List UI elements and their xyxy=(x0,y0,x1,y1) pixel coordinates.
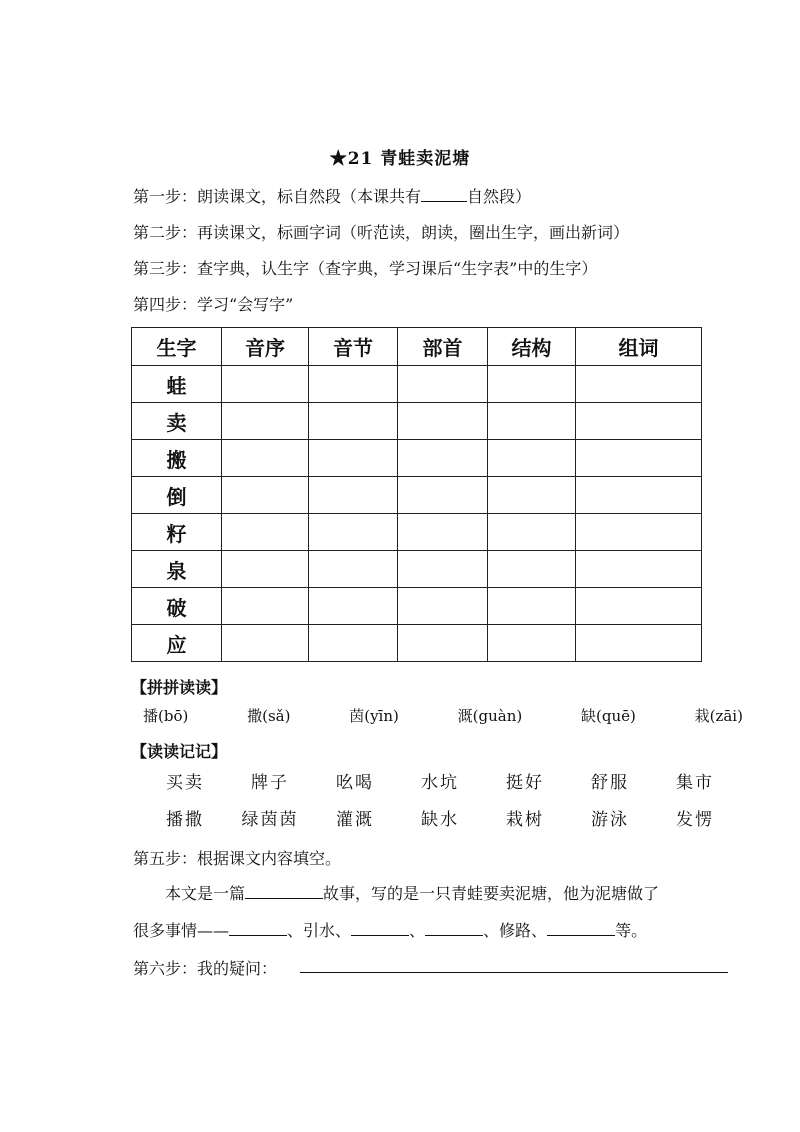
step-1-text: 第一步：朗读课文，标自然段（本课共有 xyxy=(133,187,422,206)
header-char: 生字 xyxy=(132,328,222,366)
character-table xyxy=(131,327,702,662)
table-row xyxy=(132,366,702,403)
table-row xyxy=(132,403,702,440)
words-cell[interactable] xyxy=(576,551,702,588)
paragraph-count-blank[interactable] xyxy=(421,187,467,202)
words-cell[interactable] xyxy=(576,477,702,514)
header-words: 组词 xyxy=(576,328,702,366)
fill-text: 、 xyxy=(409,921,426,940)
row-char: 倒 xyxy=(132,477,222,514)
pinpin-heading: 【拼拼读读】 xyxy=(131,678,228,697)
word-item: 吆喝 xyxy=(336,773,374,793)
fill-text: 、引水、 xyxy=(287,921,352,940)
word-item: 缺水 xyxy=(421,810,459,830)
question-answer-line[interactable] xyxy=(300,972,728,973)
row-char: 泉 xyxy=(132,551,222,588)
syllable-cell[interactable] xyxy=(309,403,398,440)
structure-cell[interactable] xyxy=(488,514,576,551)
pinyin-item: 播(bō) xyxy=(143,707,189,725)
syllable-cell[interactable] xyxy=(309,514,398,551)
word-item: 绿茵茵 xyxy=(241,810,299,830)
word-item: 栽树 xyxy=(506,810,544,830)
table-row xyxy=(132,477,702,514)
word-item: 舒服 xyxy=(591,773,629,793)
word-item: 游泳 xyxy=(591,810,629,830)
row-char: 卖 xyxy=(132,403,222,440)
word-item: 集市 xyxy=(676,773,714,793)
word-item: 播撒 xyxy=(166,810,204,830)
header-radical: 部首 xyxy=(398,328,488,366)
step-4: 第四步：学习“会写字” xyxy=(133,295,294,314)
words-cell[interactable] xyxy=(576,514,702,551)
word-item: 水坑 xyxy=(421,773,459,793)
syllable-cell[interactable] xyxy=(309,477,398,514)
radical-cell[interactable] xyxy=(398,514,488,551)
radical-cell[interactable] xyxy=(398,403,488,440)
header-syllable: 音节 xyxy=(309,328,398,366)
dudu-heading: 【读读记记】 xyxy=(131,742,228,761)
radical-cell[interactable] xyxy=(398,625,488,662)
radical-cell[interactable] xyxy=(398,440,488,477)
story-type-blank[interactable] xyxy=(245,883,323,899)
syllable-cell[interactable] xyxy=(309,366,398,403)
fill-text: 很多事情—— xyxy=(133,921,230,940)
pinyin-list xyxy=(143,705,743,726)
initial-cell[interactable] xyxy=(222,403,309,440)
structure-cell[interactable] xyxy=(488,477,576,514)
step-6: 第六步：我的疑问： xyxy=(133,959,278,978)
pinyin-item: 栽(zāi) xyxy=(694,707,743,725)
header-initial: 音序 xyxy=(222,328,309,366)
initial-cell[interactable] xyxy=(222,588,309,625)
task-blank-4[interactable] xyxy=(547,920,615,936)
structure-cell[interactable] xyxy=(488,551,576,588)
table-row xyxy=(132,440,702,477)
initial-cell[interactable] xyxy=(222,440,309,477)
page-title: ★21 青蛙卖泥塘 xyxy=(329,149,471,169)
step-1-suffix: 自然段） xyxy=(467,187,532,206)
words-cell[interactable] xyxy=(576,588,702,625)
table-header-row xyxy=(132,328,702,366)
structure-cell[interactable] xyxy=(488,588,576,625)
table-row xyxy=(132,625,702,662)
row-char: 搬 xyxy=(132,440,222,477)
fill-text: 本文是一篇 xyxy=(165,884,246,903)
word-row-2 xyxy=(150,805,730,830)
initial-cell[interactable] xyxy=(222,366,309,403)
radical-cell[interactable] xyxy=(398,551,488,588)
words-cell[interactable] xyxy=(576,403,702,440)
word-item: 发愣 xyxy=(676,810,714,830)
table-row xyxy=(132,551,702,588)
syllable-cell[interactable] xyxy=(309,551,398,588)
fill-text: 等。 xyxy=(615,921,648,940)
structure-cell[interactable] xyxy=(488,440,576,477)
word-item: 挺好 xyxy=(506,773,544,793)
step-5: 第五步：根据课文内容填空。 xyxy=(133,849,342,868)
table-row xyxy=(132,588,702,625)
initial-cell[interactable] xyxy=(222,551,309,588)
structure-cell[interactable] xyxy=(488,625,576,662)
radical-cell[interactable] xyxy=(398,588,488,625)
header-structure: 结构 xyxy=(488,328,576,366)
words-cell[interactable] xyxy=(576,440,702,477)
pinyin-item: 茵(yīn) xyxy=(349,707,399,725)
word-item: 灌溉 xyxy=(336,810,374,830)
task-blank-2[interactable] xyxy=(351,920,409,936)
pinyin-item: 溉(guàn) xyxy=(457,707,523,725)
pinyin-item: 撒(sǎ) xyxy=(247,707,291,725)
radical-cell[interactable] xyxy=(398,477,488,514)
row-char: 应 xyxy=(132,625,222,662)
fill-paragraph-line-2 xyxy=(133,918,647,941)
word-row-1 xyxy=(150,768,730,793)
table-row xyxy=(132,514,702,551)
fill-text: 、修路、 xyxy=(483,921,548,940)
radical-cell[interactable] xyxy=(398,366,488,403)
initial-cell[interactable] xyxy=(222,625,309,662)
row-char: 破 xyxy=(132,588,222,625)
row-char: 籽 xyxy=(132,514,222,551)
word-item: 牌子 xyxy=(251,773,289,793)
task-blank-3[interactable] xyxy=(425,920,483,936)
fill-paragraph-line-1 xyxy=(165,881,659,904)
word-item: 买卖 xyxy=(166,773,204,793)
row-char: 蛙 xyxy=(132,366,222,403)
pinyin-item: 缺(quē) xyxy=(580,707,636,725)
task-blank-1[interactable] xyxy=(229,920,287,936)
initial-cell[interactable] xyxy=(222,514,309,551)
initial-cell[interactable] xyxy=(222,477,309,514)
words-cell[interactable] xyxy=(576,625,702,662)
step-2: 第二步：再读课文，标画字词（听范读，朗读，圈出生字，画出新词） xyxy=(133,223,630,242)
step-1 xyxy=(133,184,531,207)
syllable-cell[interactable] xyxy=(309,588,398,625)
step-3: 第三步：查字典，认生字（查字典，学习课后“生字表”中的生字） xyxy=(133,259,598,278)
structure-cell[interactable] xyxy=(488,403,576,440)
words-cell[interactable] xyxy=(576,366,702,403)
syllable-cell[interactable] xyxy=(309,625,398,662)
structure-cell[interactable] xyxy=(488,366,576,403)
syllable-cell[interactable] xyxy=(309,440,398,477)
fill-text: 故事，写的是一只青蛙要卖泥塘，他为泥塘做了 xyxy=(323,884,660,903)
